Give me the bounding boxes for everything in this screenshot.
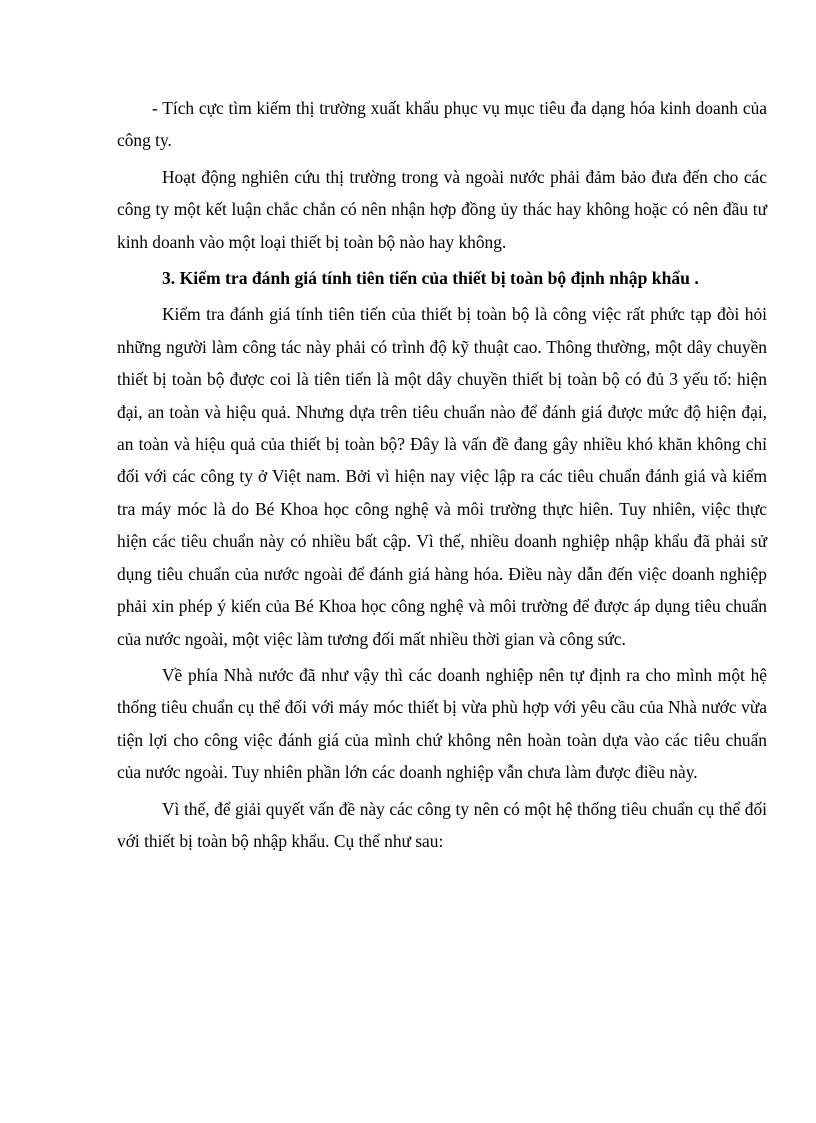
document-body bbox=[117, 92, 767, 861]
section-heading: 3. Kiểm tra đánh giá tính tiên tiến của thiết bị toàn bộ định nhập khẩu . bbox=[162, 268, 699, 289]
state-standards-paragraph: Về phía Nhà nước đã như vậy thì các doanh nghiệp nên tự định ra cho mình một hệ thống tiêu chuẩn cụ thể đối với máy móc thiết bị vừa phù hợp với yêu cầu của Nhà nước vừa tiện lợi cho công việc đánh giá của mình chứ không nên hoàn toàn dựa vào các tiêu chuẩn của nước ngoài. Tuy nhiên phần lớn các doanh nghiệp vẫn chưa làm được điều này. bbox=[117, 664, 767, 783]
bullet-paragraph: - Tích cực tìm kiếm thị trường xuất khẩu phục vụ mục tiêu đa dạng hóa kinh doanh của công ty. bbox=[117, 98, 767, 151]
conclusion-paragraph: Vì thế, để giải quyết vấn đề này các công ty nên có một hệ thống tiêu chuẩn cụ thể đối với thiết bị toàn bộ nhập khẩu. Cụ thể như sau: bbox=[117, 798, 767, 851]
market-research-paragraph: Hoạt động nghiên cứu thị trường trong và ngoài nước phải đảm bảo đưa đến cho các công ty một kết luận chắc chắn có nên nhận hợp đồng ủy thác hay không hoặc có nên đầu tư kinh doanh vào một loại thiết bị toàn bộ nào hay không. bbox=[117, 166, 767, 252]
equipment-check-paragraph: Kiểm tra đánh giá tính tiên tiến của thiết bị toàn bộ là công việc rất phức tạp đòi hỏi những người làm công tác này phải có trình độ kỹ thuật cao. Thông thường, một dây chuyền thiết bị toàn bộ được coi là tiên tiến là một dây chuyền thiết bị toàn bộ có đủ 3 yếu tố: hiện đại, an toàn và hiệu quả. Nhưng dựa trên tiêu chuẩn nào để đánh giá được mức độ hiện đại, an toàn và hiệu quả của thiết bị toàn bộ? Đây là vấn đề đang gây nhiều khó khăn không chỉ đối với các công ty ở Việt nam. Bởi vì hiện nay việc lập ra các tiêu chuẩn đánh giá và kiểm tra máy móc là do Bé Khoa học công nghệ và môi trường thực hiên. Tuy nhiên, việc thực hiện các tiêu chuẩn này có nhiều bất cập. Vì thế, nhiều doanh nghiệp nhập khẩu đã phải sử dụng tiêu chuẩn của nước ngoài để đánh giá hàng hóa. Điều này dẫn đến việc doanh nghiệp phải xin phép ý kiến của Bé Khoa học công nghệ và môi trường để được áp dụng tiêu chuẩn của nước ngoài, một việc làm tương đối mất nhiều thời gian và công sức. bbox=[117, 304, 767, 649]
